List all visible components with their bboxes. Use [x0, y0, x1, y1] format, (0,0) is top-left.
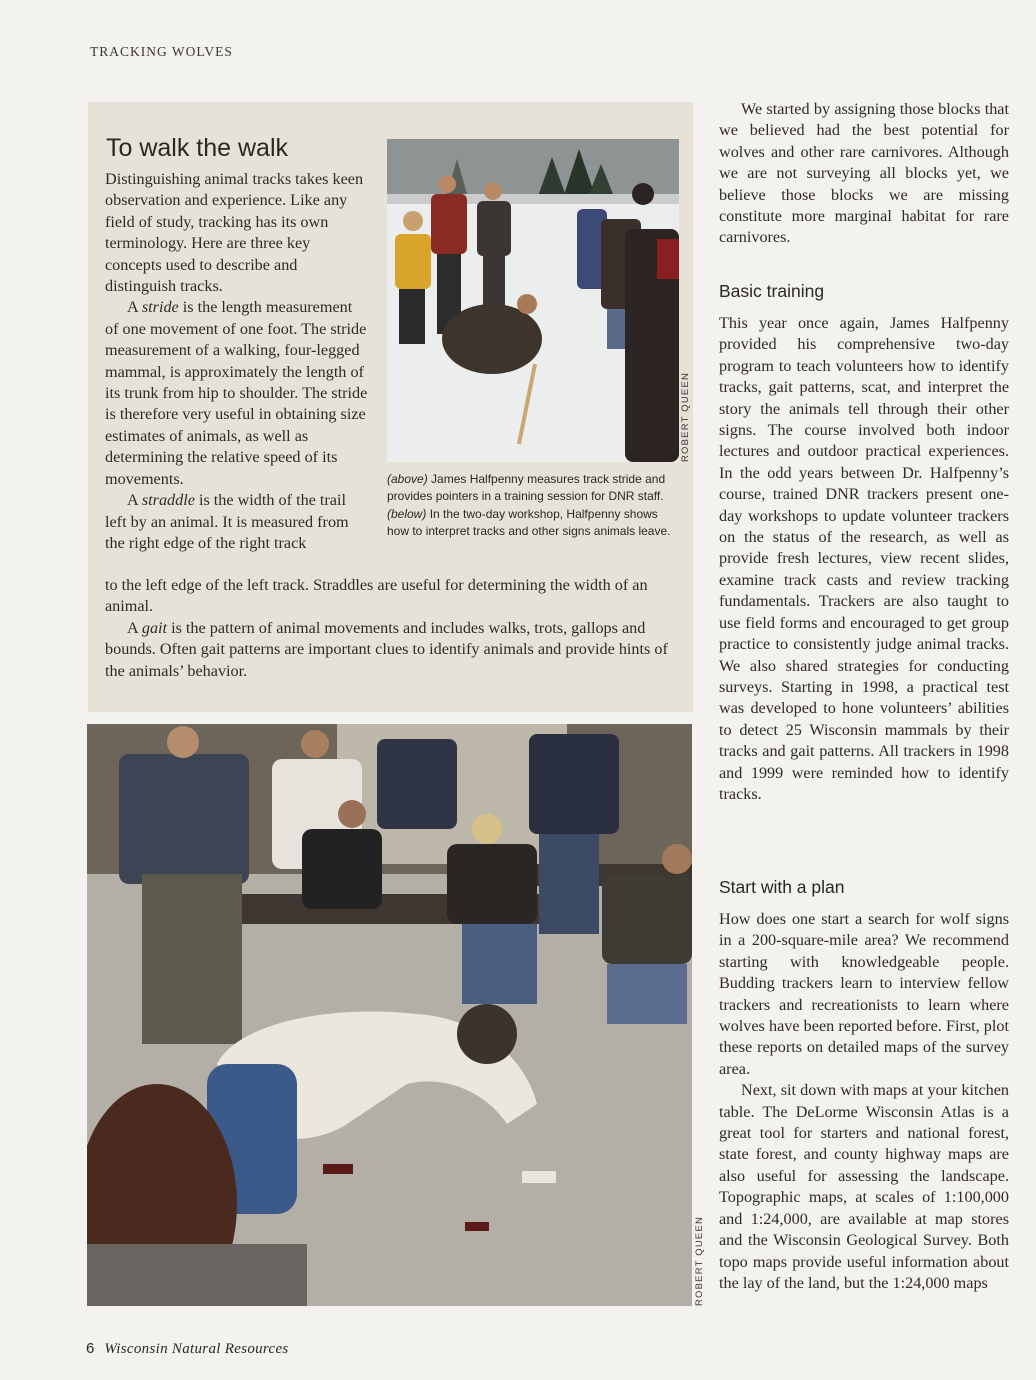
photo-credit-top: ROBERT QUEEN	[680, 371, 691, 462]
sidebar-text-left	[105, 169, 368, 554]
paragraph-start-plan: How does one start a search for wolf signs in a 200-square-mile area? We recommend starting with knowledgeable people. Budding trackers learn to interview fellow trackers and recreationists to learn where wolves have been reported before. First, plot these reports on detailed maps of the survey area.	[719, 910, 1009, 1078]
sidebar-title: To walk the walk	[106, 134, 289, 162]
sidebar-straddle-continued: to the left edge of the left track. Straddles are useful for determining the width of an animal.	[105, 576, 648, 616]
caption-below-tag: (below)	[387, 506, 427, 521]
sidebar-stride-paragraph: A stride is the length measurement of one movement of one foot. The stride measurement of a walking, four-legged mammal, is approximately the length of its trunk from hip to shoulder. The stride is therefore very useful in obtaining size estimates of animals, as well as determining the relative speed of its movements.	[105, 298, 368, 488]
caption-below-text: In the two-day workshop, Halfpenny shows how to interpret tracks and other signs animals leave.	[387, 506, 671, 539]
sidebar-straddle-paragraph: A straddle is the width of the trail left by an animal. It is measured from the right edge of the right track	[105, 491, 349, 552]
term-stride: stride	[141, 298, 179, 317]
page-number: 6	[86, 1340, 95, 1357]
magazine-name: Wisconsin Natural Resources	[104, 1341, 289, 1357]
photo-indoor-workshop	[87, 724, 692, 1306]
right-column-p3	[719, 909, 1009, 1294]
heading-basic-training: Basic training	[719, 281, 825, 301]
paragraph-maps: Next, sit down with maps at your kitchen table. The DeLorme Wisconsin Atlas is a great tool for starters and national forest, state forest, and county highway maps are also useful for assessing the landscape. Topographic maps, at scales of 1:100,000 and 1:24,000, are available at map stores and the Wisconsin Geological Survey. Both topo maps provide useful information about the lay of the land, but the 1:24,000 maps	[719, 1081, 1009, 1292]
photo-snow-training	[387, 139, 679, 462]
page-footer	[86, 1340, 289, 1358]
caption-above-text: James Halfpenny measures track stride and provides pointers in a training session for DNR staff.	[387, 472, 666, 504]
photo-caption	[387, 471, 682, 541]
sidebar-intro: Distinguishing animal tracks takes keen observation and experience. Like any field of study, tracking has its own terminology. Here are three key concepts used to describe and distinguish tracks.	[105, 170, 364, 296]
heading-start-with-plan: Start with a plan	[719, 877, 845, 897]
right-column-p1	[719, 99, 1009, 249]
term-straddle: straddle	[141, 491, 195, 510]
caption-above-tag: (above)	[387, 472, 428, 486]
photo-credit-bottom: ROBERT QUEEN	[694, 1215, 705, 1306]
sidebar-text-full	[105, 575, 679, 682]
term-gait: gait	[141, 618, 168, 637]
paragraph-blocks: We started by assigning those blocks that we believed had the best potential for wolves and other rare carnivores. Although we are not surveying all blocks yet, we believe those blocks we are missing constitute more marginal habitat for rare carnivores.	[719, 100, 1009, 247]
right-column-p2	[719, 313, 1009, 805]
sidebar-gait-paragraph: A gait is the pattern of animal movements and includes walks, trots, gallops and bounds. Often gait patterns are important clues to identify animals and provide hints of the animals’ behavior.	[105, 618, 668, 680]
paragraph-basic-training: This year once again, James Halfpenny provided his comprehensive two-day program to teach volunteers how to identify tracks, gait patterns, scat, and interpret the story the animals tell through their other signs. The course involved both indoor lectures and outdoor practical experiences. In the odd years between Dr. Halfpenny’s course, trained DNR trackers present one-day workshops to update volunteer trackers on the status of the research, as well as provide fresh lectures, view recent slides, examine track casts and review tracking fundamentals. Trackers are also taught to use field forms and encouraged to get group practice to consistently judge animal tracks. We also shared strategies for conducting surveys. Starting in 1998, a practical test was developed to hone volunteers’ abilities to detect 25 Wisconsin mammals by their tracks and gait patterns. All trackers in 1998 and 1999 were reminded how to identify tracks.	[719, 314, 1009, 803]
running-head: TRACKING WOLVES	[90, 44, 233, 59]
